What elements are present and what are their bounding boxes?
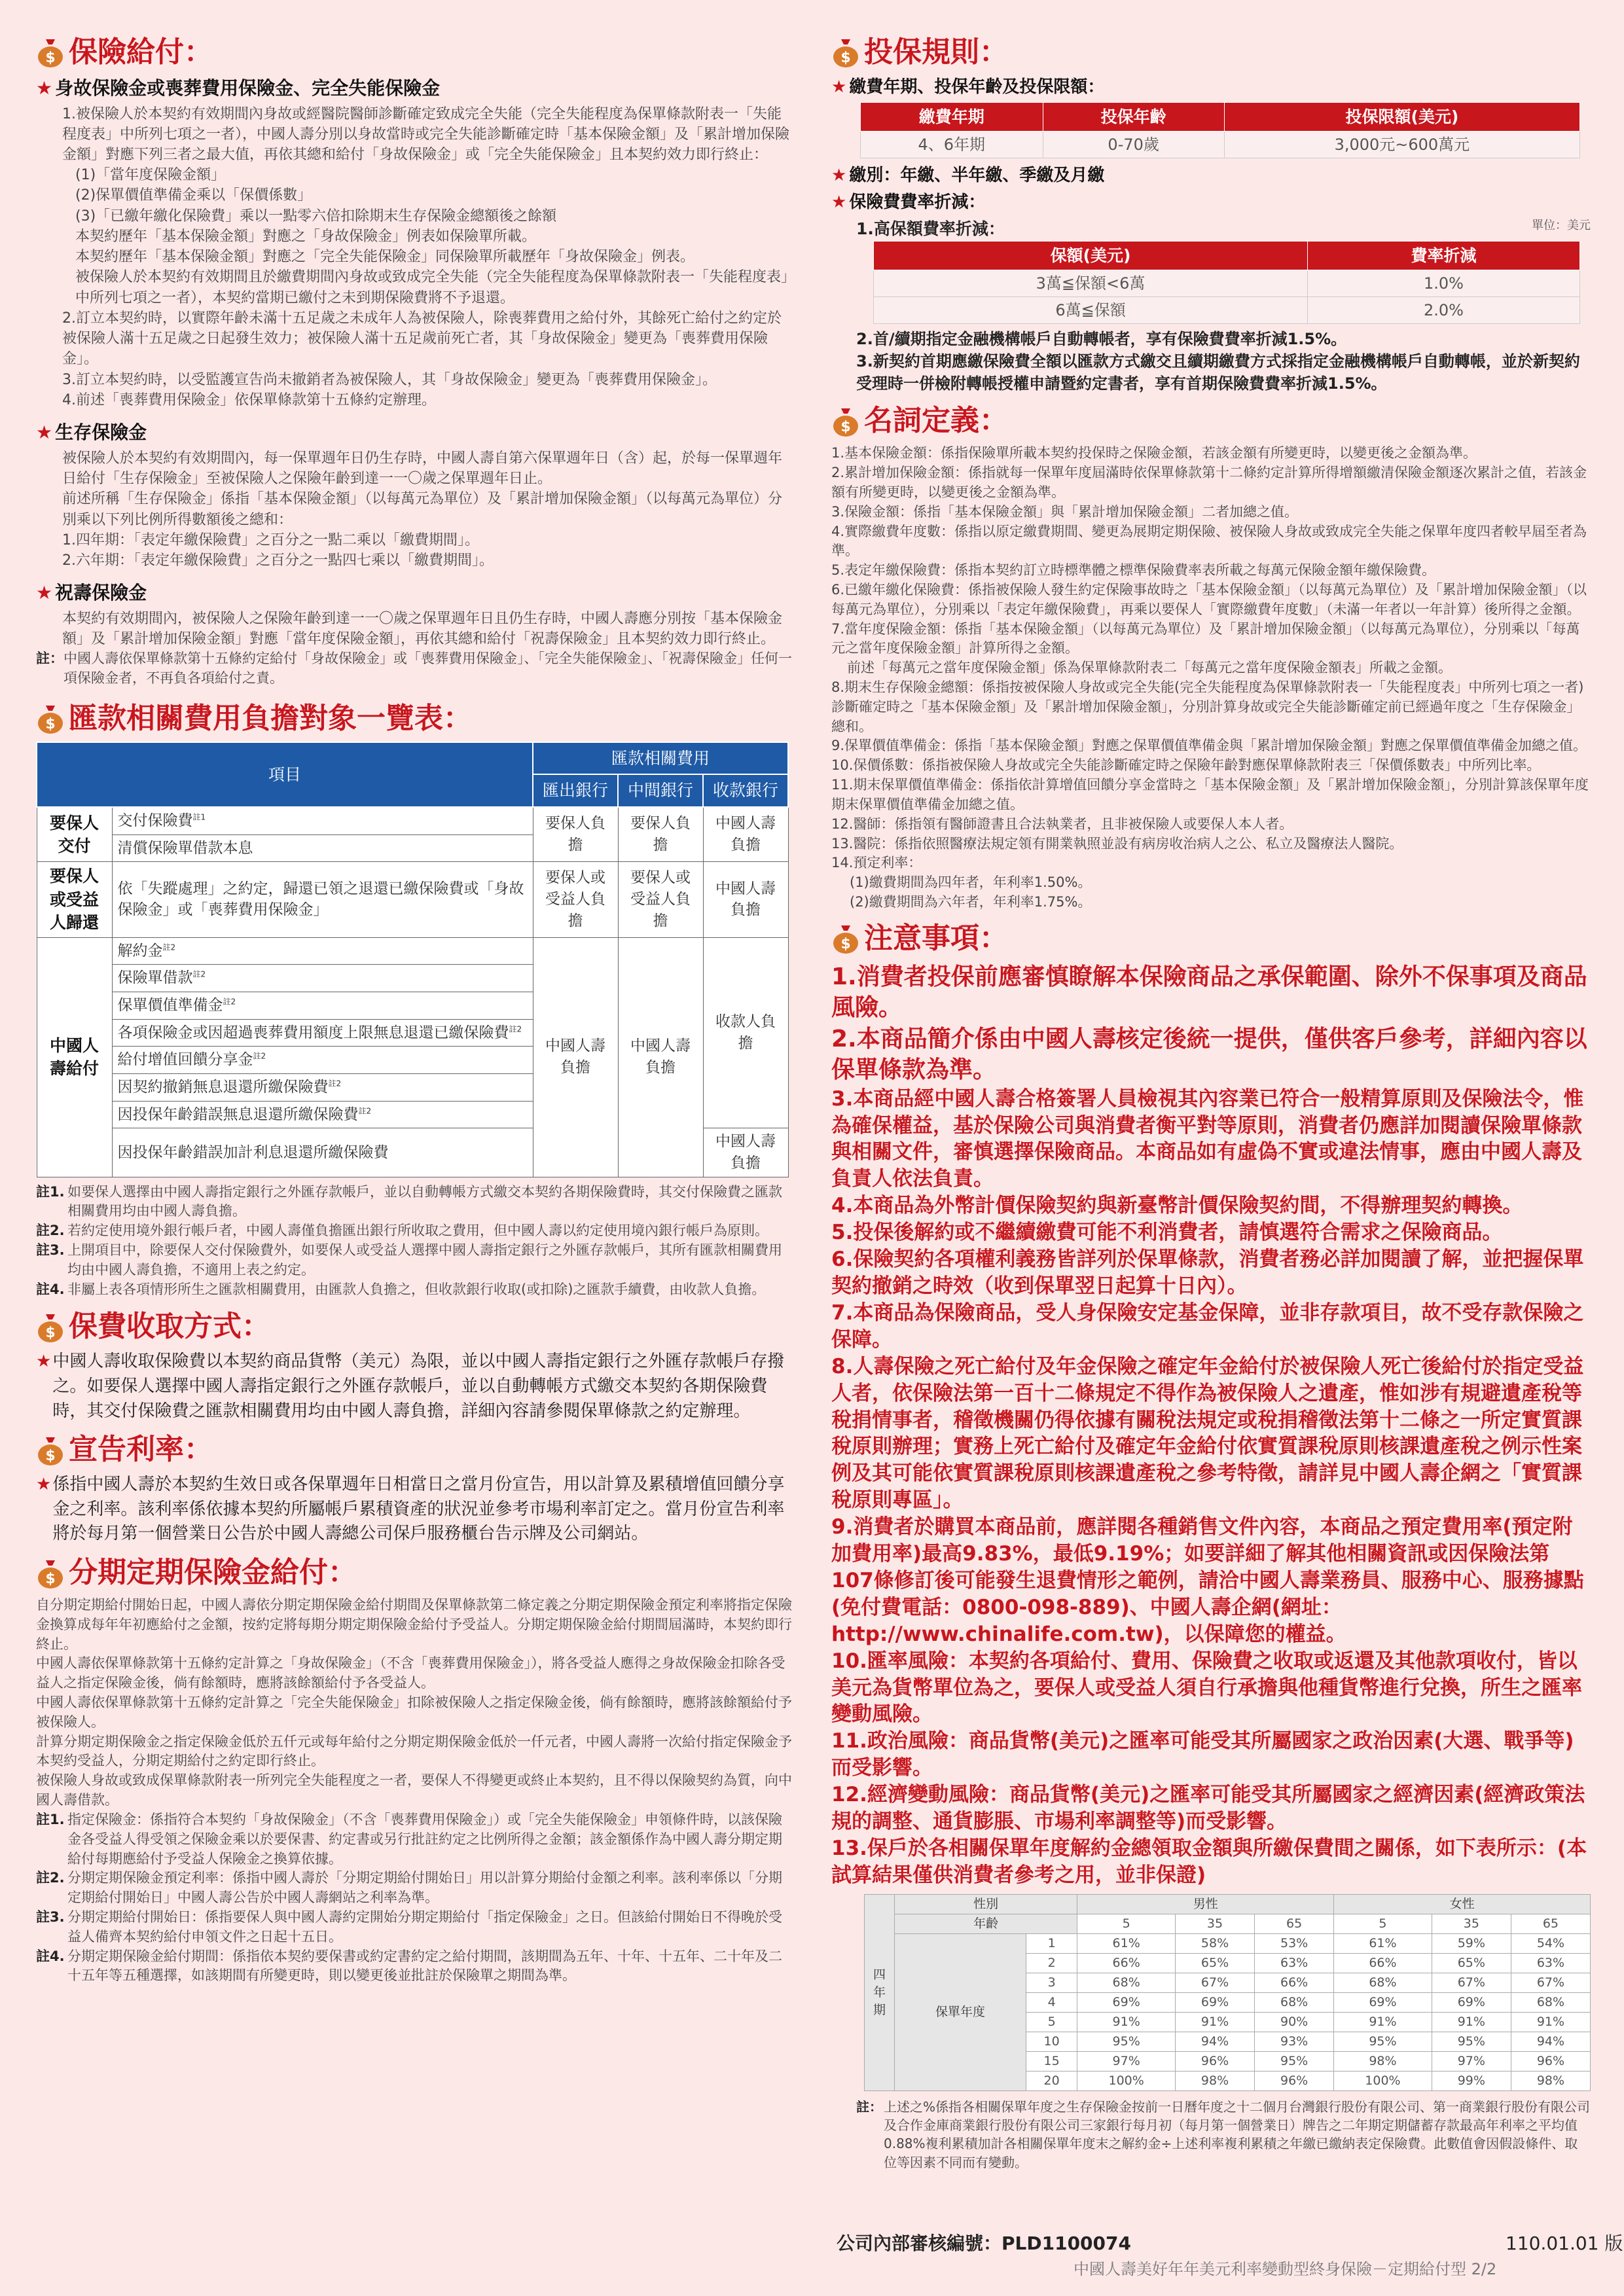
table-cell: 3萬≦保額<6萬 [874, 270, 1308, 297]
ratio-cell: 100% [1077, 2071, 1176, 2090]
money-bag-icon [831, 923, 860, 954]
money-bag-icon [36, 37, 65, 68]
ratio-cell: 67% [1432, 1973, 1511, 1992]
note-text: 上述之%係指各相關保單年度之生存保險金按前一日曆年度之十二個月台灣銀行股份有限公司、第一商業銀行股份有限公司及合作金庫商業銀行股份有限公司三家銀行每月初（每月第一個營業日）牌告之二年期定期儲蓄存款最高年利率之平均值0.88%複利累積加計各相關保單年度末之解約金÷上述利率複利累積之年繳已繳納表定保險費。此數值會因假設條件、取位等因素不同而有變動。 [884, 2098, 1591, 2170]
year-cell: 15 [1026, 2051, 1077, 2071]
rule-line [831, 75, 1591, 99]
note [36, 1869, 795, 1908]
definition-item: 6.已繳年繳化保險費：係指被保險人發生約定保險事故時之「基本保險金額」（以每萬元為單位）及「累計增加保險金額」（以每萬元為單位），分別乘以「表定年繳保險費」，再乘以要保人「實際繳費年度數」（未滿一年者以一年計算）後所得之金額。 [831, 581, 1587, 617]
male-header: 男性 [1077, 1894, 1334, 1914]
table-cell: 收款人負擔 [703, 937, 788, 1128]
cell-text: 給付增值回饋分享金 [117, 1051, 253, 1069]
ratio-cell: 98% [1175, 2071, 1254, 2090]
money-bag-icon [36, 1312, 65, 1343]
money-bag-icon [36, 1558, 65, 1589]
discount-table [873, 241, 1580, 325]
right-column [831, 31, 1591, 2172]
note-text: 若約定使用境外銀行帳戶者，中國人壽僅負擔匯出銀行所收取之費用，但中國人壽以約定使用境內銀行帳戶為原則。 [67, 1223, 768, 1239]
definition-item: 7.當年度保險金額：係指「基本保險金額」（以每萬元為單位）及「累計增加保險金額」（以每萬元為單位），分別乘以「每萬元之當年度保險金額」計算所得之金額。 [831, 620, 1580, 656]
th-discount: 費率折減 [1308, 241, 1580, 270]
footnote-ref: 註2 [509, 1024, 522, 1033]
definition-item: 2.累計增加保險金額：係指就每一保單年度屆滿時依保單條款第十二條約定計算所得增額繳清保險金額逐次累計之值，若該金額有所變更時，以變更後之金額為準。 [831, 465, 1587, 500]
note-label: 註： [36, 651, 63, 667]
table-cell [112, 1073, 533, 1101]
definition-item: 前述「每萬元之當年度保險金額」係為保單條款附表二「每萬元之當年度保險金額表」所載之金額。 [847, 660, 1452, 676]
section-title-installment [36, 1556, 795, 1590]
sub-title-text: 祝壽保險金 [55, 582, 147, 604]
footnote-ref: 註2 [223, 997, 236, 1007]
sub-title-longevity [36, 580, 795, 606]
sub-title-death [36, 75, 795, 101]
section-title-text: 注意事項： [864, 921, 1008, 955]
ratio-cell: 94% [1175, 2032, 1254, 2051]
table-cell: 0-70歲 [1043, 132, 1224, 158]
age-cell: 35 [1175, 1914, 1254, 1933]
period-label: 四年期 [865, 1894, 895, 2090]
section-title-text: 宣告利率： [69, 1433, 213, 1467]
ratio-cell: 95% [1077, 2032, 1176, 2051]
year-cell: 4 [1026, 1992, 1077, 2012]
ratio-cell: 58% [1175, 1933, 1254, 1953]
notice-item: 5.投保後解約或不繼續繳費可能不利消費者，請慎選符合需求之保險商品。 [831, 1221, 1503, 1245]
section-title-text: 投保規則： [864, 35, 1008, 69]
table-cell [112, 1019, 533, 1047]
table-row [865, 1933, 1591, 1953]
ratio-cell: 69% [1334, 1992, 1432, 2012]
ratio-cell: 100% [1334, 2071, 1432, 2090]
section-title-benefits [36, 35, 795, 70]
paragraph: 中國人壽依保單條款第十五條約定計算之「身故保險金」（不含「喪葬費用保險金」），將各受益人應得之身故保險金扣除各受益人之指定保險金後，倘有餘額時，應將該餘額給付予各受益人。 [36, 1655, 785, 1691]
paragraph: 1.被保險人於本契約有效期間內身故或經醫院醫師診斷確定致成完全失能（完全失能程度為保單條款附表一「失能程度表」中所列七項之一者），中國人壽分別以身故當時或完全失能診斷確定時「基本保險金額」及「累計增加保險金額」對應下列三者之最大值，再依其總和給付「身故保險金」或「完全失能保險金」且本契約效力即行終止： [62, 105, 790, 164]
paragraph: 被保險人於本契約有效期間且於繳費期間內身故或致成完全失能（完全失能程度為保單條款附表一「失能程度表」中所列七項之一者），本契約當期已繳付之未到期保險費將不予退還。 [75, 269, 796, 306]
money-bag-icon [831, 37, 860, 68]
note-text: 分期定期給付開始日：係指要保人與中國人壽約定開始分期定期給付「指定保險金」之日。但該給付開始日不得晚於受益人備齊本契約給付申領文件之日起十五日。 [67, 1909, 782, 1945]
version-label: 110.01.01 版 [1506, 2233, 1623, 2254]
age-cell: 5 [1077, 1914, 1176, 1933]
rules-table [860, 102, 1580, 159]
star-icon: ★ [36, 1352, 52, 1372]
th-sum-assured: 保額(美元) [874, 241, 1308, 270]
female-header: 女性 [1334, 1894, 1591, 1914]
note-label: 註3. [36, 1242, 65, 1259]
table-cell: 2.0% [1308, 297, 1580, 324]
note-label: 註2. [36, 1223, 65, 1239]
section-title-text: 保險給付： [69, 35, 213, 69]
notice-item: 13.保戶於各相關保單年度解約金總領取金額與所繳保費間之關係，如下表所示：(本試算結果僅供消費者參考之用，並非保證) [831, 1837, 1587, 1887]
table-cell [112, 1101, 533, 1128]
paragraph: 本契約歷年「基本保險金額」對應之「身故保險金」例表如保險單所載。 [75, 228, 537, 245]
cell-text: 因投保年齡錯誤無息退還所繳保險費 [117, 1105, 359, 1123]
notice-item: 6.保險契約各項權利義務皆詳列於保單條款，消費者務必詳加閱讀了解，並把握保單契約撤銷之時效（收到保單翌日起算十日內）。 [831, 1247, 1584, 1298]
rule-text: 保險費費率折減： [849, 192, 986, 213]
paragraph: 前述所稱「生存保險金」係指「基本保險金額」（以每萬元為單位）及「累計增加保險金額」（以每萬元為單位）分別乘以下列比例所得數額後之總和： [62, 491, 783, 528]
table-cell: 中國人壽負擔 [618, 937, 703, 1177]
ratio-cell: 69% [1077, 1992, 1176, 2012]
note-text: 非屬上表各項情形所生之匯款相關費用，由匯款人負擔之，但收款銀行收取(或扣除)之匯款手續費，由收款人負擔。 [67, 1281, 766, 1297]
definition-item: 4.實際繳費年度數：係指以原定繳費期間、變更為展期定期保險、被保險人身故或致成完全失能之保單年度四者較早屆至者為準。 [831, 523, 1587, 559]
table-cell: 1.0% [1308, 270, 1580, 297]
unit-label: 單位：美元 [1532, 219, 1591, 233]
ratio-cell: 68% [1511, 1992, 1590, 2012]
star-icon: ★ [831, 192, 847, 213]
sub-title-text: 身故保險金或喪葬費用保險金、完全失能保險金 [55, 77, 441, 99]
sex-header: 性別 [895, 1894, 1077, 1914]
note-text: 上開項目中，除要保人交付保險費外，如要保人或受益人選擇中國人壽指定銀行之外匯存款帳戶，其所有匯款相關費用均由中國人壽負擔，不適用上表之約定。 [67, 1242, 782, 1278]
ratio-cell: 63% [1511, 1953, 1590, 1973]
table-cell: 要保人或受益人負擔 [533, 862, 618, 938]
money-bag-icon [36, 1435, 65, 1466]
note-label: 註1. [36, 1183, 65, 1200]
svg-text:$: $ [45, 1570, 56, 1587]
cell-text: 交付保險費 [117, 812, 193, 829]
definition-item: 9.保單價值準備金：係指「基本保險金額」對應之保單價值準備金與「累計增加保險金額」對應之保單價值準備金加總之值。 [831, 738, 1587, 754]
paragraph: 本契約有效期間內，被保險人之保險年齡到達一一〇歲之保單週年日且仍生存時，中國人壽應分別按「基本保險金額」及「累計增加保險金額」對應「當年度保險金額」，再依其總和給付「祝壽保險金」且本契約效力即行終止。 [62, 610, 783, 648]
ratio-cell: 66% [1334, 1953, 1432, 1973]
table-cell: 中國人壽負擔 [533, 937, 618, 1177]
paragraph-text: 係指中國人壽於本契約生效日或各保單週年日相當日之當月份宣告，用以計算及累積增值回饋分享金之利率。該利率係依據本契約所屬帳戶累積資產的狀況並參考市場利率訂定之。當月份宣告利率將於每月第一個營業日公告於中國人壽總公司保戶服務櫃台告示牌及公司網站。 [52, 1475, 785, 1544]
paragraph: 1.四年期：「表定年繳保險費」之百分之一點二乘以「繳費期間」。 [62, 531, 479, 548]
ratio-cell: 98% [1334, 2051, 1432, 2071]
notice-item: 7.本商品為保險商品，受人身保險安定基金保障，並非存款項目，故不受存款保險之保障。 [831, 1300, 1584, 1352]
note [36, 1947, 795, 1986]
paragraph: 被保險人身故或致成保單條款附表一所列完全失能程度之一者，要保人不得變更或終止本契約，且不得以保險契約為質，向中國人壽借款。 [36, 1772, 792, 1808]
sub-title-survival [36, 420, 795, 446]
ratio-cell: 91% [1334, 2012, 1432, 2032]
section-title-definitions [831, 404, 1591, 439]
age-cell: 35 [1432, 1914, 1511, 1933]
ratio-cell: 93% [1255, 2032, 1334, 2051]
svg-text:$: $ [840, 50, 851, 67]
ratio-cell: 69% [1175, 1992, 1254, 2012]
star-icon: ★ [36, 582, 53, 604]
ratio-cell: 68% [1334, 1973, 1432, 1992]
note-text: 分期定期保險金給付期間：係指依本契約要保書或約定書約定之給付期間，該期間為五年、十年、十五年、二十年及二十五年等五種選擇，如該期間有所變更時，則以變更後並批註於保險單之期間為準。 [67, 1948, 782, 1984]
ratio-cell: 69% [1432, 1992, 1511, 2012]
money-bag-icon [831, 406, 860, 437]
table-cell: 中國人壽負擔 [703, 862, 788, 938]
age-cell: 5 [1334, 1914, 1432, 1933]
note [36, 1183, 795, 1222]
ratio-cell: 91% [1077, 2012, 1176, 2032]
paragraph: 本契約歷年「基本保險金額」對應之「完全失能保險金」同保險單所載歷年「身故保險金」例表。 [75, 249, 695, 266]
paragraph-text: 中國人壽收取保險費以本契約商品貨幣（美元）為限，並以中國人壽指定銀行之外匯存款帳戶存撥之。如要保人選擇中國人壽指定銀行之外匯存款帳戶，並以自動轉帳方式繳交本契約各期保險費時，其交付保險費之匯款相關費用均由中國人壽負擔，詳細內容請參閱保單條款之約定辦理。 [52, 1352, 785, 1421]
ratio-cell: 96% [1255, 2071, 1334, 2090]
paragraph: 2.訂立本契約時，以實際年齡未滿十五足歲之未成年人為被保險人，除喪葬費用之給付外，其餘死亡給付之約定於被保險人滿十五足歲之日起發生效力；被保險人滿十五足歲前死亡者，其「身故保險金」變更為「喪葬費用保險金」。 [62, 310, 782, 368]
table-cell [112, 937, 533, 965]
year-cell: 2 [1026, 1953, 1077, 1973]
definition-item: 8.期末生存保險金總額：係指按被保險人身故或完全失能(完全失能程度為保單條款附表一「失能程度表」中所列七項之一者)診斷確定時之「基本保險金額」及「累計增加保險金額」，分別計算身故或完全失能診斷確定前已經過年度之「生存保險金」總和。 [831, 679, 1584, 734]
table-cell: 要保人或受益人負擔 [618, 862, 703, 938]
ratio-cell: 97% [1432, 2051, 1511, 2071]
note-label: 註： [856, 2098, 882, 2115]
note-text: 如要保人選擇由中國人壽指定銀行之外匯存款帳戶，並以自動轉帳方式繳交本契約各期保險費時，其交付保險費之匯款相關費用均由中國人壽負擔。 [67, 1183, 782, 1219]
ratio-cell: 66% [1255, 1973, 1334, 1992]
note [36, 1810, 795, 1869]
section-title-declared-rate [36, 1433, 795, 1467]
ratio-cell: 54% [1511, 1933, 1590, 1953]
definition-item: 12.醫師：係指領有醫師證書且合法執業者，且非被保險人或要保人本人者。 [831, 816, 1293, 832]
paragraph: 3.訂立本契約時，以受監護宣告尚未撤銷者為被保險人，其「身故保險金」變更為「喪葬費用保險金」。 [62, 371, 717, 388]
money-bag-icon [36, 703, 65, 734]
notice-item: 10.匯率風險：本契約各項給付、費用、保險費之收取或返還及其他款項收付，皆以美元為貨幣單位為之，要保人或受益人須自行承擔與他種貨幣進行兌換，所生之匯率變動風險。 [831, 1649, 1582, 1727]
th-limit: 投保限額(美元) [1224, 102, 1579, 132]
notice-item: 8.人壽保險之死亡給付及年金保險之確定年金給付於被保險人死亡後給付於指定受益人者，依保險法第一百十二條規定不得作為被保險人之遺產，惟如涉有規避遺產稅等稅捐情事者，稽徵機關仍得依據有關稅法規定或稅捐稽徵法第十二條之一所定實質課稅原則辦理；實務上死亡給付及確定年金給付依實質課稅原則核課遺產稅之例示性案例及其可能依實質課稅原則核課遺產稅之參考特徵，請詳見中國人壽企網之「實質課稅原則專區」。 [831, 1354, 1584, 1513]
paragraph: 自分期定期給付開始日起，中國人壽依分期定期保險金給付期間及保單條款第二條定義之分期定期保險金預定利率將指定保險金換算成每年年初應給付之金額，按約定將每期分期定期保險金給付予受益人。分期定期保險金給付期間屆滿時，本契約即行終止。 [36, 1596, 792, 1652]
ratio-cell: 99% [1432, 2071, 1511, 2090]
note-label: 註2. [36, 1870, 65, 1886]
note-label: 註4. [36, 1948, 65, 1964]
svg-text:$: $ [45, 50, 56, 67]
section-title-text: 保費收取方式： [69, 1310, 270, 1344]
ratio-cell: 90% [1255, 2012, 1334, 2032]
notice-item: 3.本商品經中國人壽合格簽署人員檢視其內容業已符合一般精算原則及保險法令，惟為確保權益，基於保險公司與消費者衡平對等原則，消費者仍應詳加閱讀保險單條款與相關文件，審慎選擇保險商品。本商品如有虛偽不實或違法情事，應由中國人壽及負責人依法負責。 [831, 1086, 1584, 1191]
group-return: 要保人或受益人歸還 [37, 862, 112, 938]
rule-line: 2.首/續期指定金融機構帳戶自動轉帳者，享有保險費費率折減1.5%。 [856, 330, 1347, 349]
ratio-cell: 68% [1077, 1973, 1176, 1992]
age-cell: 65 [1255, 1914, 1334, 1933]
ratio-cell: 59% [1432, 1933, 1511, 1953]
table-cell: 中國人壽負擔 [703, 1128, 788, 1177]
note-text: 分期定期保險金預定利率：係指中國人壽於「分期定期給付開始日」用以計算分期給付金額之利率。該利率係以「分期定期給付開始日」中國人壽公告於中國人壽網站之利率為準。 [67, 1870, 782, 1906]
ratio-cell: 65% [1432, 1953, 1511, 1973]
table-cell [112, 807, 533, 834]
paragraph: (2)保單價值準備金乘以「保價係數」 [75, 187, 312, 204]
group-policyholder-pay: 要保人交付 [37, 807, 112, 862]
table-cell [112, 965, 533, 992]
definition-item: (1)繳費期間為四年者，年利率1.50%。 [850, 874, 1092, 891]
paragraph [36, 1473, 795, 1547]
rule-text: 繳費年期、投保年齡及投保限額： [849, 77, 1105, 97]
remittance-fee-table [36, 742, 789, 1177]
ratio-cell: 91% [1175, 2012, 1254, 2032]
section-title-premium-collection [36, 1310, 795, 1344]
year-cell: 3 [1026, 1973, 1077, 1992]
star-icon: ★ [36, 77, 53, 99]
ratio-cell: 96% [1511, 2051, 1590, 2071]
remittance-notes [36, 1183, 795, 1300]
definition-item: 10.保價係數：係指被保險人身故或完全失能診斷確定時之保險年齡對應保單條款附表三「保價係數表」中所列比率。 [831, 757, 1541, 774]
ratio-cell: 61% [1077, 1933, 1176, 1953]
notice-item: 1.消費者投保前應審慎瞭解本保險商品之承保範圍、除外不保事項及商品風險。 [831, 963, 1587, 1022]
ratio-cell: 91% [1432, 2012, 1511, 2032]
note [36, 1221, 795, 1241]
cell-text: 解約金 [117, 942, 163, 960]
table-cell [112, 1047, 533, 1074]
internal-review-code: 公司內部審核編號：PLD1100074 [837, 2233, 1131, 2254]
cell-text: 因契約撤銷無息退還所繳保險費 [117, 1078, 329, 1096]
left-column [36, 31, 795, 1986]
cell-text: 各項保險金或因超過喪葬費用額度上限無息退還已繳保險費 [117, 1024, 509, 1041]
svg-text:$: $ [840, 418, 851, 435]
sub-title-text: 生存保險金 [55, 422, 147, 444]
ratio-cell: 91% [1511, 2012, 1590, 2032]
table-cell: 清償保險單借款本息 [112, 834, 533, 862]
ratio-cell: 98% [1511, 2071, 1590, 2090]
ratio-cell: 94% [1511, 2032, 1590, 2051]
ratio-cell: 97% [1077, 2051, 1176, 2071]
surrender-ratio-table [864, 1894, 1591, 2091]
table-cell: 要保人負擔 [618, 807, 703, 862]
th-intermediary: 中間銀行 [618, 774, 703, 807]
table-cell [112, 992, 533, 1019]
th-outbound: 匯出銀行 [533, 774, 618, 807]
svg-text:$: $ [840, 936, 851, 953]
year-cell: 1 [1026, 1933, 1077, 1953]
ratio-cell: 95% [1334, 2032, 1432, 2051]
star-icon: ★ [831, 166, 847, 186]
star-icon: ★ [36, 1475, 52, 1495]
table-cell: 要保人負擔 [533, 807, 618, 862]
group-insurer-pay: 中國人壽給付 [37, 937, 112, 1177]
notice-item: 4.本商品為外幣計價保險契約與新臺幣計價保險契約間，不得辦理契約轉換。 [831, 1194, 1523, 1218]
note-label: 註1. [36, 1811, 65, 1827]
note [36, 649, 795, 689]
paragraph: 4.前述「喪葬費用保險金」依保單條款第十五條約定辦理。 [62, 391, 436, 408]
ratio-cell: 67% [1511, 1973, 1590, 1992]
rule-line [831, 217, 1591, 241]
year-cell: 10 [1026, 2032, 1077, 2051]
ratio-cell: 65% [1175, 1953, 1254, 1973]
cell-text: 保單價值準備金 [117, 996, 223, 1014]
footnote-ref: 註1 [192, 812, 206, 822]
th-item: 項目 [37, 742, 533, 807]
star-icon: ★ [36, 422, 53, 444]
ratio-cell: 68% [1255, 1992, 1334, 2012]
note-label: 註3. [36, 1909, 65, 1925]
paragraph: 中國人壽依保單條款第十五條約定計算之「完全失能保險金」扣除被保險人之指定保險金後，倘有餘額時，應將該餘額給付予被保險人。 [36, 1695, 792, 1730]
year-cell: 5 [1026, 2012, 1077, 2032]
footnote-ref: 註2 [253, 1051, 266, 1061]
th-issue-age: 投保年齡 [1043, 102, 1224, 132]
notice-item: 9.消費者於購買本商品前，應詳閱各種銷售文件內容，本商品之預定費用率(預定附加費用率)最高9.83%，最低9.19%；如要詳細了解其他相關資訊或因保險法第107條修訂後可能發生退費情形之範例，請洽中國人壽業務員、服務中心、服務據點(免付費電話：0800-098-889)、中國人壽企網(網址：http://www.chinalife.com.tw)，以保障您的權益。 [831, 1515, 1584, 1646]
table-cell: 因投保年齡錯誤加計利息退還所繳保險費 [112, 1128, 533, 1177]
paragraph: 2.六年期：「表定年繳保險費」之百分之一點四七乘以「繳費期間」。 [62, 552, 494, 569]
th-payment-term: 繳費年期 [861, 102, 1043, 132]
paragraph: (3)「已繳年繳化保險費」乘以一點零六倍扣除期末生存保險金總額後之餘額 [75, 207, 557, 224]
table-cell: 3,000元~600萬元 [1224, 132, 1579, 158]
year-label: 保單年度 [895, 1933, 1026, 2090]
ratio-cell: 95% [1432, 2032, 1511, 2051]
svg-text:$: $ [45, 716, 56, 733]
rule-line [831, 164, 1591, 188]
year-cell: 20 [1026, 2071, 1077, 2090]
star-icon: ★ [831, 77, 847, 97]
ratio-cell: 96% [1175, 2051, 1254, 2071]
age-header: 年齡 [895, 1914, 1077, 1933]
age-row [865, 1914, 1591, 1933]
cell-text: 保險單借款 [117, 969, 193, 987]
paragraph: 被保險人於本契約有效期間內，每一保單週年日仍生存時，中國人壽自第六保單週年日（含）起，於每一保單週年日給付「生存保險金」至被保險人之保險年齡到達一一〇歲之保單週年日止。 [62, 450, 783, 488]
footnote-ref: 註2 [358, 1105, 372, 1115]
age-cell: 65 [1511, 1914, 1590, 1933]
rule-line: 3.新契約首期應繳保險費全額以匯款方式繳交且續期繳費方式採指定金融機構帳戶自動轉帳，並於新契約受理時一併檢附轉帳授權申請暨約定書者，享有首期保險費費率折減1.5%。 [856, 352, 1580, 393]
note [36, 1241, 795, 1280]
th-fee: 匯款相關費用 [533, 742, 788, 775]
section-title-text: 分期定期保險金給付： [69, 1556, 357, 1590]
definition-item: 3.保險金額：係指「基本保險金額」與「累計增加保險金額」二者加總之值。 [831, 503, 1299, 520]
definition-item: 13.醫院：係指依照醫療法規定領有開業執照並設有病房收治病人之公、私立及醫療法人醫院。 [831, 835, 1403, 852]
paragraph [36, 1350, 795, 1424]
footnote-ref: 註2 [162, 942, 176, 952]
note [36, 1908, 795, 1947]
definition-item: 5.表定年繳保險費：係指本契約訂立時標準體之標準保險費率表所載之每萬元保險金額年繳保險費。 [831, 562, 1436, 579]
ratio-cell: 53% [1255, 1933, 1334, 1953]
table-cell: 依「失蹤處理」之約定，歸還已領之退還已繳保險費或「身故保險金」或「喪葬費用保險金」 [112, 862, 533, 938]
notice-item: 12.經濟變動風險：商品貨幣(美元)之匯率可能受其所屬國家之經濟因素(經濟政策法規的調整、通貨膨脹、市場利率調整等)而受影響。 [831, 1783, 1585, 1834]
note-text: 中國人壽依保單條款第十五條約定給付「身故保險金」或「喪葬費用保險金」、「完全失能保險金」、「祝壽保險金」任何一項保險金者，不再負各項給付之責。 [63, 651, 792, 687]
svg-text:$: $ [45, 1324, 56, 1341]
section-title-notices [831, 922, 1591, 956]
note [36, 1280, 795, 1300]
ratio-cell: 67% [1175, 1973, 1254, 1992]
ratio-cell: 66% [1077, 1953, 1176, 1973]
notice-item: 11.政治風險：商品貨幣(美元)之匯率可能受其所屬國家之政治因素(大選、戰爭等)而受影響。 [831, 1729, 1574, 1780]
paragraph: (1)「當年度保險金額」 [75, 167, 226, 184]
paragraph: 計算分期定期保險金之指定保險金低於五仟元或每年給付之分期定期保險金低於一仟元者，中國人壽將一次給付指定保險金予本契約受益人，分期定期給付之約定即行終止。 [36, 1733, 792, 1769]
table-cell: 6萬≦保額 [874, 297, 1308, 324]
table-cell: 4、6年期 [861, 132, 1043, 158]
section-title-remittance [36, 702, 795, 736]
rule-text: 繳別：年繳、半年繳、季繳及月繳 [849, 166, 1105, 186]
notice-item: 2.本商品簡介係由中國人壽核定後統一提供，僅供客戶參考，詳細內容以保單條款為準。 [831, 1025, 1587, 1084]
svg-text:$: $ [45, 1447, 56, 1464]
definition-item: 11.期末保單價值準備金：係指依計算增值回饋分享金當時之「基本保險金額」及「累計增加保險金額」，分別計算該保單年度期末保單價值準備金加總之值。 [831, 777, 1589, 812]
rule-text: 1.高保額費率折減： [856, 219, 1005, 239]
note-text: 指定保險金：係指符合本契約「身故保險金」（不含「喪葬費用保險金」）或「完全失能保險金」申領條件時，以該保險金各受益人得受領之保險金乘以於要保書、約定書或另行批註約定之比例所得之金額；該金額係作為中國人壽分期定期給付每期應給付予受益人保險金之換算依據。 [67, 1811, 782, 1867]
definition-item: 14.預定利率： [831, 855, 922, 871]
ratio-cell: 61% [1334, 1933, 1432, 1953]
ratio-cell: 95% [1255, 2051, 1334, 2071]
definition-item: 1.基本保險金額：係指保險單所載本契約投保時之保險金額，若該金額有所變更時，以變更後之金額為準。 [831, 445, 1477, 461]
definition-item: (2)繳費期間為六年者，年利率1.75%。 [850, 893, 1092, 910]
section-title-text: 匯款相關費用負擔對象一覽表： [69, 702, 472, 736]
table-cell: 中國人壽負擔 [703, 807, 788, 862]
footnote-ref: 註2 [328, 1079, 342, 1088]
note-label: 註4. [36, 1281, 65, 1297]
footnote-ref: 註2 [192, 969, 206, 979]
rule-line [831, 190, 1591, 215]
ratio-note [856, 2098, 1591, 2172]
th-receiving: 收款銀行 [703, 774, 788, 807]
product-name-footer: 中國人壽美好年年美元利率變動型終身保險－定期給付型 2/2 [1074, 2260, 1497, 2278]
ratio-cell: 63% [1255, 1953, 1334, 1973]
section-title-text: 名詞定義： [864, 404, 1008, 438]
section-title-rules [831, 35, 1591, 70]
